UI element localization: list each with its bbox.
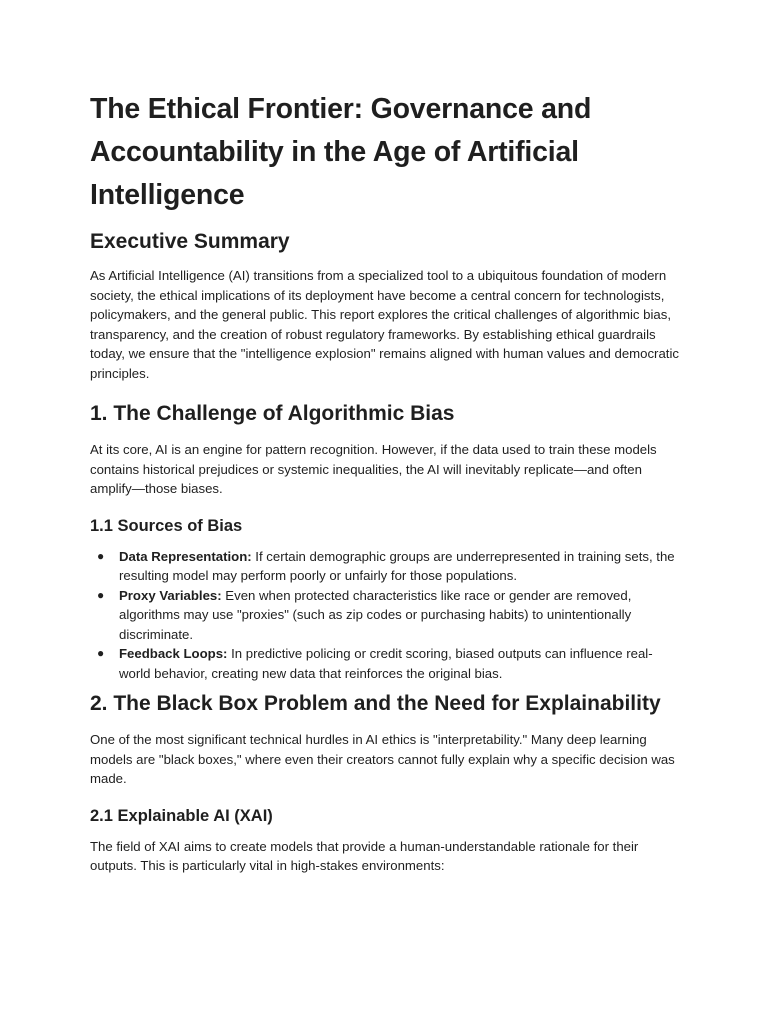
section-1-heading: 1. The Challenge of Algorithmic Bias (90, 402, 455, 425)
section-1-1-heading: 1.1 Sources of Bias (90, 516, 243, 535)
bullet-term: Feedback Loops: (119, 646, 228, 661)
executive-summary-heading: Executive Summary (90, 230, 290, 253)
bullet-icon: ● (97, 548, 105, 563)
bias-sources-list (90, 547, 680, 684)
bullet-icon: ● (97, 587, 105, 602)
list-item (90, 586, 680, 645)
list-item (90, 644, 680, 683)
bullet-term: Proxy Variables: (119, 587, 222, 603)
bullet-text: If certain demographic groups are underrepresented in training sets, the resulting model may perform poorly or unfairly for those populations. (119, 548, 675, 583)
bullet-icon: ● (97, 646, 105, 660)
document-title: The Ethical Frontier: Governance and Accountability in the Age of Artificial Intelligence (90, 93, 592, 211)
list-item (90, 547, 680, 586)
bullet-text: In predictive policing or credit scoring, biased outputs can influence real-world behavior, creating new data that reinforces the original bias. (119, 646, 653, 681)
section-2-1-heading: 2.1 Explainable AI (XAI) (90, 806, 273, 825)
bullet-text: Even when protected characteristics like race or gender are removed, algorithms may use "proxies" (such as zip codes or purchasing habits) to unintentionally discriminate. (119, 587, 632, 642)
section-2-heading: 2. The Black Box Problem and the Need for Explainability (90, 692, 661, 715)
document-page (90, 88, 680, 891)
section-2-1-paragraph: The field of XAI aims to create models that provide a human-understandable rationale for their outputs. This is particularly vital in high-stakes environments: (90, 838, 639, 873)
section-2-paragraph: One of the most significant technical hurdles in AI ethics is "interpretability." Many deep learning models are "black boxes," where even their creators cannot fully explain why a specific decision was made. (90, 732, 675, 786)
executive-summary-paragraph: As Artificial Intelligence (AI) transitions from a specialized tool to a ubiquitous foundation of modern society, the ethical implications of its deployment have become a central concern for technologists, policymakers, and the general public. This report explores the critical challenges of algorithmic bias, transparency, and the creation of robust regulatory frameworks. By establishing ethical guardrails today, we ensure that the "intelligence explosion" remains aligned with human values and democratic principles. (90, 268, 679, 381)
section-1-paragraph: At its core, AI is an engine for pattern recognition. However, if the data used to train these models contains historical prejudices or systemic inequalities, the AI will inevitably replicate—and often amplify—those biases. (90, 442, 657, 496)
bullet-term: Data Representation: (119, 548, 252, 564)
